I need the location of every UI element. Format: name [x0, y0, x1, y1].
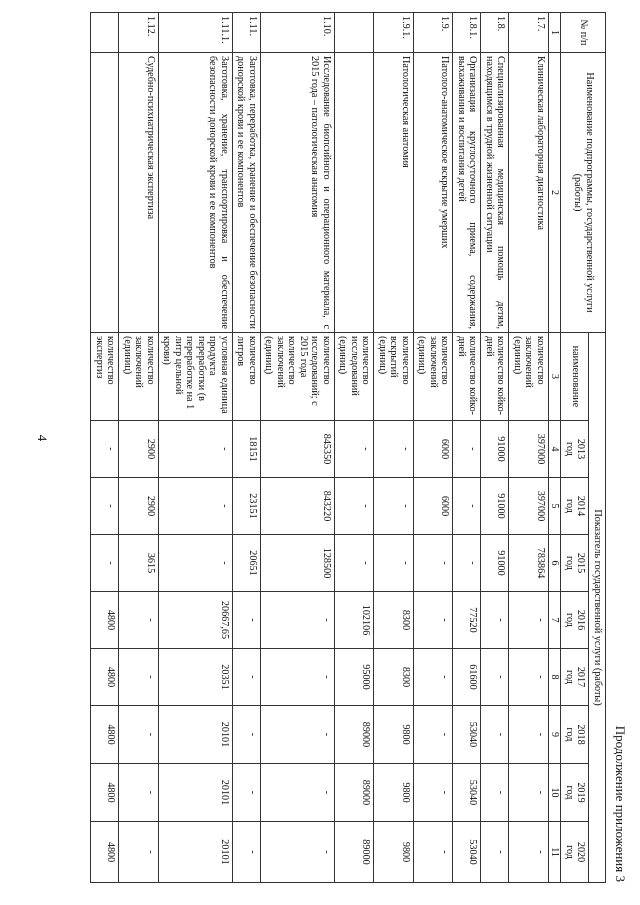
header-indicator: Показатель государственной услуги (работы): [589, 333, 606, 883]
row-unit: условная единица продукта переработки (в переработке на 1 литр цельной крови): [159, 333, 233, 421]
row-unit: количество заключений (единиц): [119, 333, 159, 421]
column-number: 10: [549, 764, 562, 822]
row-code: 1.11.1.: [159, 13, 233, 53]
table-row: [374, 13, 414, 883]
row-service-name: Клиническая лабораторная диагностика: [509, 53, 549, 333]
column-number: 9: [549, 706, 562, 764]
row-unit: количество койко-дней: [481, 333, 509, 421]
table-row: [335, 13, 375, 883]
header-year-value: 2014: [575, 495, 587, 517]
row-value: -: [335, 478, 375, 535]
row-value: 89000: [335, 706, 375, 764]
row-service-name: Патолого-анатомическое вскрытие умерших: [414, 53, 454, 333]
row-service-name: Специализированная медицинская помощь детям, находящимся в трудной жизненной ситуации: [481, 53, 509, 333]
row-value: -: [261, 706, 335, 764]
row-value: -: [414, 706, 454, 764]
row-code: 1.8.1.: [453, 13, 481, 53]
row-value: -: [481, 764, 509, 822]
row-value: 128500: [261, 535, 335, 592]
table-row: [509, 13, 549, 883]
table-row: [91, 13, 119, 883]
header-year-unit: год: [564, 442, 575, 456]
row-value: 6000: [414, 421, 454, 478]
row-value: 4800: [91, 764, 119, 822]
row-value: 20351: [159, 649, 233, 706]
page-number: 4: [35, 434, 50, 442]
row-unit: количество литров: [233, 333, 261, 421]
row-code: 1.12.: [119, 13, 159, 53]
row-service-name: Патологическая анатомия: [374, 53, 414, 333]
header-year-value: 2016: [575, 609, 587, 631]
row-value: 91000: [481, 421, 509, 478]
header-year-unit: год: [564, 785, 575, 800]
row-value: 397000: [509, 478, 549, 535]
row-service-name: Организация круглосуточного приема, содержания, выхаживания и воспитания детей: [453, 53, 481, 333]
row-value: 91000: [481, 535, 509, 592]
row-value: 20651: [233, 535, 261, 592]
row-value: 4800: [91, 706, 119, 764]
row-value: -: [119, 649, 159, 706]
row-value: -: [481, 592, 509, 649]
row-value: -: [453, 478, 481, 535]
row-value: 89000: [335, 764, 375, 822]
row-value: -: [159, 478, 233, 535]
row-value: 53040: [453, 822, 481, 883]
row-unit: количество исследований (единиц): [335, 333, 375, 421]
row-value: -: [261, 822, 335, 883]
row-value: -: [481, 822, 509, 883]
row-value: -: [233, 592, 261, 649]
table-row: [414, 13, 454, 883]
row-value: -: [374, 535, 414, 592]
row-value: -: [414, 535, 454, 592]
row-service-name: Заготовка, хранение, транспортировка и обеспечение безопасности донорской крови и ее компонентов: [159, 53, 233, 333]
row-code: 1.11.: [233, 13, 261, 53]
header-year-2020: [561, 822, 589, 883]
table-row: [233, 13, 261, 883]
row-value: -: [509, 592, 549, 649]
row-value: 2900: [119, 478, 159, 535]
row-value: 95000: [335, 649, 375, 706]
row-code: 1.8.: [481, 13, 509, 53]
row-value: 4800: [91, 649, 119, 706]
row-value: 4800: [91, 592, 119, 649]
services-table: [91, 12, 607, 883]
column-number: 2: [549, 53, 562, 333]
header-year-2014: [561, 478, 589, 535]
header-year-2018: [561, 706, 589, 764]
row-unit: количество заключений (единиц): [414, 333, 454, 421]
row-value: -: [91, 535, 119, 592]
column-number: 7: [549, 592, 562, 649]
row-code: 1.9.1.: [374, 13, 414, 53]
row-value: -: [91, 421, 119, 478]
row-code: [91, 13, 119, 53]
row-value: 20101: [159, 822, 233, 883]
appendix-caption: Продолжение приложения 3: [613, 725, 628, 882]
row-value: 4800: [91, 822, 119, 883]
row-value: -: [414, 822, 454, 883]
row-value: -: [414, 592, 454, 649]
row-service-name: Исследование биопсийного и операционного материала, с 2015 года – патологическая анатомия: [261, 53, 335, 333]
row-code: 1.7.: [509, 13, 549, 53]
row-value: 9800: [374, 706, 414, 764]
row-value: -: [159, 421, 233, 478]
row-value: -: [119, 764, 159, 822]
column-number: 5: [549, 478, 562, 535]
table-row: [481, 13, 509, 883]
row-value: 9800: [374, 764, 414, 822]
row-value: 77520: [453, 592, 481, 649]
column-number: 11: [549, 822, 562, 883]
header-service: Наименование подпрограммы, государственной услуги (работы): [561, 53, 606, 333]
row-value: -: [261, 764, 335, 822]
row-value: -: [374, 478, 414, 535]
header-year-value: 2019: [575, 782, 587, 803]
table-row: [453, 13, 481, 883]
header-year-unit: год: [564, 845, 575, 859]
row-value: 20667,65: [159, 592, 233, 649]
row-value: -: [481, 706, 509, 764]
row-unit: количество экспертиз: [91, 333, 119, 421]
row-value: -: [261, 592, 335, 649]
row-unit: количество заключений (единиц): [509, 333, 549, 421]
row-value: 89000: [335, 822, 375, 883]
row-code: [335, 13, 375, 53]
column-number: 4: [549, 421, 562, 478]
row-value: -: [119, 592, 159, 649]
row-value: 6000: [414, 478, 454, 535]
row-value: 845350: [261, 421, 335, 478]
row-service-name: Заготовка, переработка, хранение и обеспечение безопасности донорской крови и ее компонентов: [233, 53, 261, 333]
header-year-unit: год: [564, 556, 575, 570]
row-unit: количество койко-дней: [453, 333, 481, 421]
header-year-2016: [561, 592, 589, 649]
row-value: -: [233, 822, 261, 883]
row-value: 9800: [374, 822, 414, 883]
header-year-unit: год: [564, 727, 575, 742]
row-value: -: [414, 764, 454, 822]
column-number: 8: [549, 649, 562, 706]
row-value: 23151: [233, 478, 261, 535]
row-value: 2900: [119, 421, 159, 478]
row-value: -: [335, 421, 375, 478]
row-value: 397000: [509, 421, 549, 478]
row-value: 53040: [453, 764, 481, 822]
row-value: -: [159, 535, 233, 592]
row-value: -: [509, 822, 549, 883]
row-value: -: [233, 764, 261, 822]
column-number: 3: [549, 333, 562, 421]
row-code: 1.9.: [414, 13, 454, 53]
header-year-unit: год: [564, 499, 575, 513]
column-number: 1: [549, 13, 562, 53]
row-service-name: [91, 53, 119, 333]
row-value: -: [481, 649, 509, 706]
row-value: -: [453, 421, 481, 478]
row-value: -: [119, 822, 159, 883]
row-value: -: [374, 421, 414, 478]
row-value: -: [509, 706, 549, 764]
header-year-value: 2013: [575, 438, 587, 460]
row-value: 91000: [481, 478, 509, 535]
row-value: -: [335, 535, 375, 592]
row-value: 8300: [374, 592, 414, 649]
table-row: [119, 13, 159, 883]
header-year-2019: [561, 764, 589, 822]
row-value: 8300: [374, 649, 414, 706]
header-year-2017: [561, 649, 589, 706]
row-service-name: [335, 53, 375, 333]
row-value: -: [91, 478, 119, 535]
row-value: -: [509, 649, 549, 706]
row-value: -: [261, 649, 335, 706]
table-row: [261, 13, 335, 883]
document-sheet: [28, 12, 628, 882]
header-year-unit: год: [564, 670, 575, 684]
header-year-unit: год: [564, 613, 575, 627]
row-value: 102106: [335, 592, 375, 649]
row-value: 20101: [159, 764, 233, 822]
row-value: 783864: [509, 535, 549, 592]
row-value: -: [233, 706, 261, 764]
row-service-name: Судебно-психиатрическая экспертиза: [119, 53, 159, 333]
row-value: 3615: [119, 535, 159, 592]
row-value: 20101: [159, 706, 233, 764]
header-year-2015: [561, 535, 589, 592]
row-value: -: [453, 535, 481, 592]
row-value: -: [414, 649, 454, 706]
row-unit: количество вскрытий (единиц): [374, 333, 414, 421]
header-year-value: 2018: [575, 724, 587, 745]
header-year-2013: [561, 421, 589, 478]
header-unit-name: наименование: [561, 333, 589, 421]
header-year-value: 2015: [575, 552, 587, 574]
row-value: 18151: [233, 421, 261, 478]
table-row: [159, 13, 233, 883]
row-value: -: [119, 706, 159, 764]
row-value: 61600: [453, 649, 481, 706]
row-unit: количество исследований; с 2015 года количество заключений (единиц): [261, 333, 335, 421]
row-value: 53040: [453, 706, 481, 764]
row-code: 1.10.: [261, 13, 335, 53]
header-no: № п/п: [561, 13, 606, 53]
header-year-value: 2017: [575, 666, 587, 688]
row-value: -: [233, 649, 261, 706]
row-value: -: [509, 764, 549, 822]
row-value: 843220: [261, 478, 335, 535]
column-number: 6: [549, 535, 562, 592]
header-year-value: 2020: [575, 841, 587, 863]
